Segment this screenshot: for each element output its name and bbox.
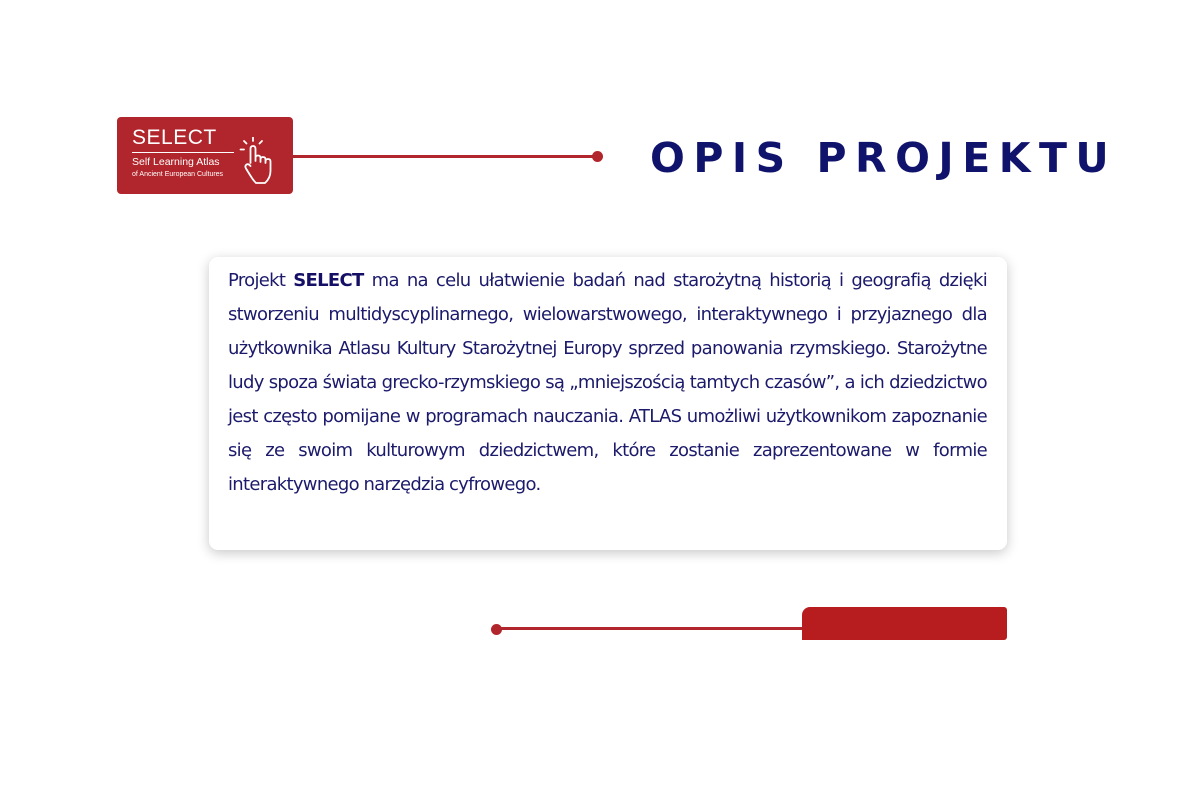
top-connector-line [293,155,596,158]
logo-tagline: of Ancient European Cultures [132,171,224,178]
description-body: ma na celu ułatwienie badań nad starożytną historią i geografią dzięki stworzeniu multidyscyplinarnego, wielowarstwowego, interaktywnego i przyjaznego dla użytkownika Atlasu Kultury Starożytnej Europy sprzed panowania rzymskiego. Starożytne ludy spoza świata grecko-rzymskiego są „mniejszością tamtych czasów”, a ich dziedzictwo jest często pomijane w programach nauczania. ATLAS umożliwi użytkownikom zapoznanie się ze swoim kulturowym dziedzictwem, które zostanie zaprezentowane w formie interaktywnego narzędzia cyfrowego. [228,270,988,495]
description-card [209,257,1007,550]
description-text [228,264,987,502]
bottom-accent-bar [802,607,1007,640]
pointing-hand-icon [239,137,285,185]
bottom-connector-line [498,627,804,630]
logo-title: SELECT [132,126,217,149]
brand-name: SELECT [293,270,364,291]
select-logo [117,117,293,194]
logo-subtitle: Self Learning Atlas [132,156,220,168]
description-prefix: Projekt [228,270,294,291]
top-connector-dot [592,151,603,162]
logo-underline [132,152,234,153]
page-title: OPIS PROJEKTU [650,134,1118,182]
